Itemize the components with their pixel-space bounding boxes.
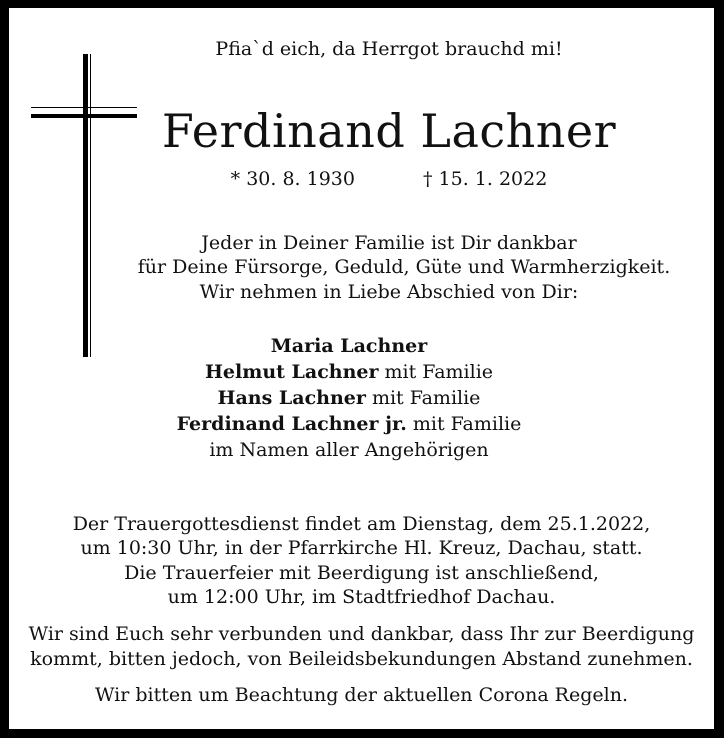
- dedication-line: Wir nehmen in Liebe Abschied von Dir:: [199, 281, 579, 303]
- birth-date: * 30. 8. 1930: [230, 168, 355, 190]
- mourner: Helmut Lachner mit Familie: [204, 361, 494, 383]
- thanks-line: Wir sind Euch sehr verbunden und dankbar, dass Ihr zur Beerdigung: [28, 623, 695, 645]
- motto: Pfia`d eich, da Herrgot brauchd mi!: [215, 38, 563, 60]
- mourner: Ferdinand Lachner jr. mit Familie: [176, 413, 522, 435]
- obituary-card: [9, 8, 714, 729]
- service-line: um 10:30 Uhr, in der Pfarrkirche Hl. Kreuz, Dachau, statt.: [80, 537, 643, 559]
- cross-icon: [83, 54, 88, 357]
- mourner: Hans Lachner mit Familie: [217, 387, 481, 409]
- service-line: Die Trauerfeier mit Beerdigung ist anschließend,: [124, 562, 599, 584]
- dedication-line: für Deine Fürsorge, Geduld, Güte und Warmherzigkeit.: [137, 256, 671, 278]
- death-date: † 15. 1. 2022: [423, 168, 548, 190]
- service-line: Der Trauergottesdienst findet am Dienstag, dem 25.1.2022,: [72, 513, 651, 535]
- relatives-line: im Namen aller Angehörigen: [209, 439, 489, 461]
- corona-notice: Wir bitten um Beachtung der aktuellen Corona Regeln.: [94, 684, 628, 706]
- life-dates: [109, 168, 669, 190]
- deceased-name: Ferdinand Lachner: [161, 104, 617, 158]
- mourner: Maria Lachner: [270, 335, 428, 357]
- thanks-line: kommt, bitten jedoch, von Beileidsbekundungen Abstand zunehmen.: [30, 648, 693, 670]
- dedication-line: Jeder in Deiner Familie ist Dir dankbar: [201, 232, 577, 254]
- service-line: um 12:00 Uhr, im Stadtfriedhof Dachau.: [167, 586, 556, 608]
